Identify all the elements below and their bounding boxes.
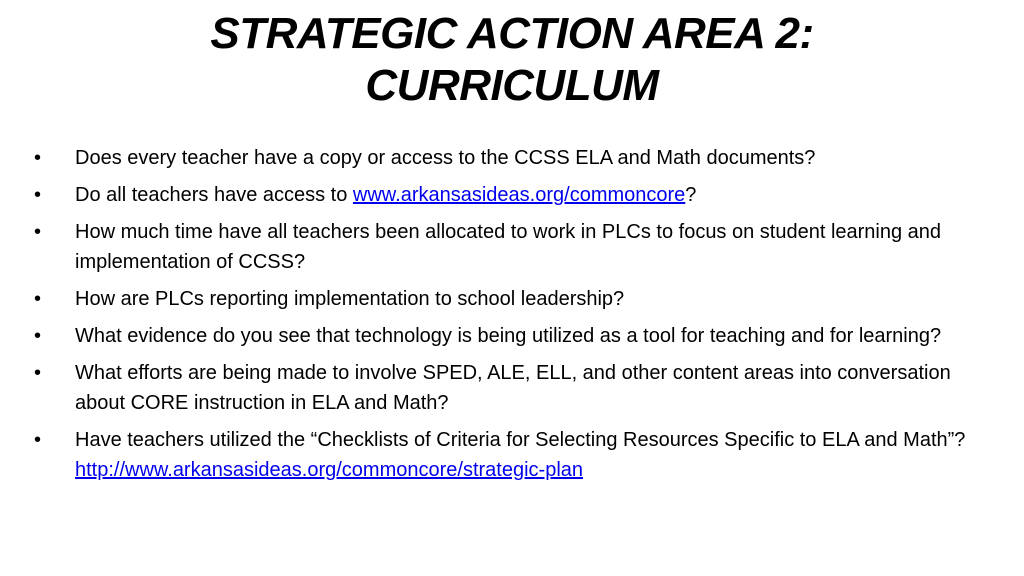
bullet-text-suffix: ? bbox=[685, 184, 697, 206]
commoncore-link[interactable]: www.arkansasideas.org/commoncore bbox=[352, 184, 686, 206]
bullet-item-teacher-copy bbox=[30, 143, 1005, 173]
bullet-text: How much time have all teachers been allocated to work in PLCs to focus on student learning and implementation of CCSS? bbox=[75, 221, 942, 273]
bullet-dot-icon: • bbox=[34, 221, 42, 243]
bullet-item-technology bbox=[30, 321, 1005, 351]
bullet-item-access bbox=[30, 180, 1005, 210]
bullet-text: Do all teachers have access to bbox=[75, 184, 353, 206]
bullet-list bbox=[30, 143, 1005, 492]
bullet-dot-icon: • bbox=[34, 288, 42, 310]
bullet-text: How are PLCs reporting implementation to school leadership? bbox=[75, 288, 625, 310]
bullet-text: What evidence do you see that technology is being utilized as a tool for teaching and for learning? bbox=[75, 325, 942, 347]
bullet-dot-icon: • bbox=[34, 429, 42, 451]
bullet-item-plc-reporting bbox=[30, 284, 1005, 314]
bullet-item-plc-time bbox=[30, 217, 1005, 277]
bullet-dot-icon: • bbox=[34, 325, 42, 347]
bullet-dot-icon: • bbox=[34, 362, 42, 384]
title-line-2: CURRICULUM bbox=[365, 61, 659, 110]
bullet-text: What efforts are being made to involve SPED, ALE, ELL, and other content areas into conversation about CORE instruction in ELA and Math? bbox=[75, 362, 951, 414]
slide-title bbox=[120, 8, 904, 112]
bullet-dot-icon: • bbox=[34, 147, 42, 169]
bullet-item-checklists bbox=[30, 425, 1005, 485]
strategic-plan-link[interactable]: http://www.arkansasideas.org/commoncore/strategic-plan bbox=[75, 459, 584, 481]
title-line-1: STRATEGIC ACTION AREA 2: bbox=[210, 9, 814, 58]
bullet-dot-icon: • bbox=[34, 184, 42, 206]
bullet-text: Does every teacher have a copy or access to the CCSS ELA and Math documents? bbox=[75, 147, 816, 169]
bullet-item-involvement bbox=[30, 358, 1005, 418]
bullet-text: Have teachers utilized the “Checklists of Criteria for Selecting Resources Specific to ELA and Math”? bbox=[75, 429, 966, 451]
